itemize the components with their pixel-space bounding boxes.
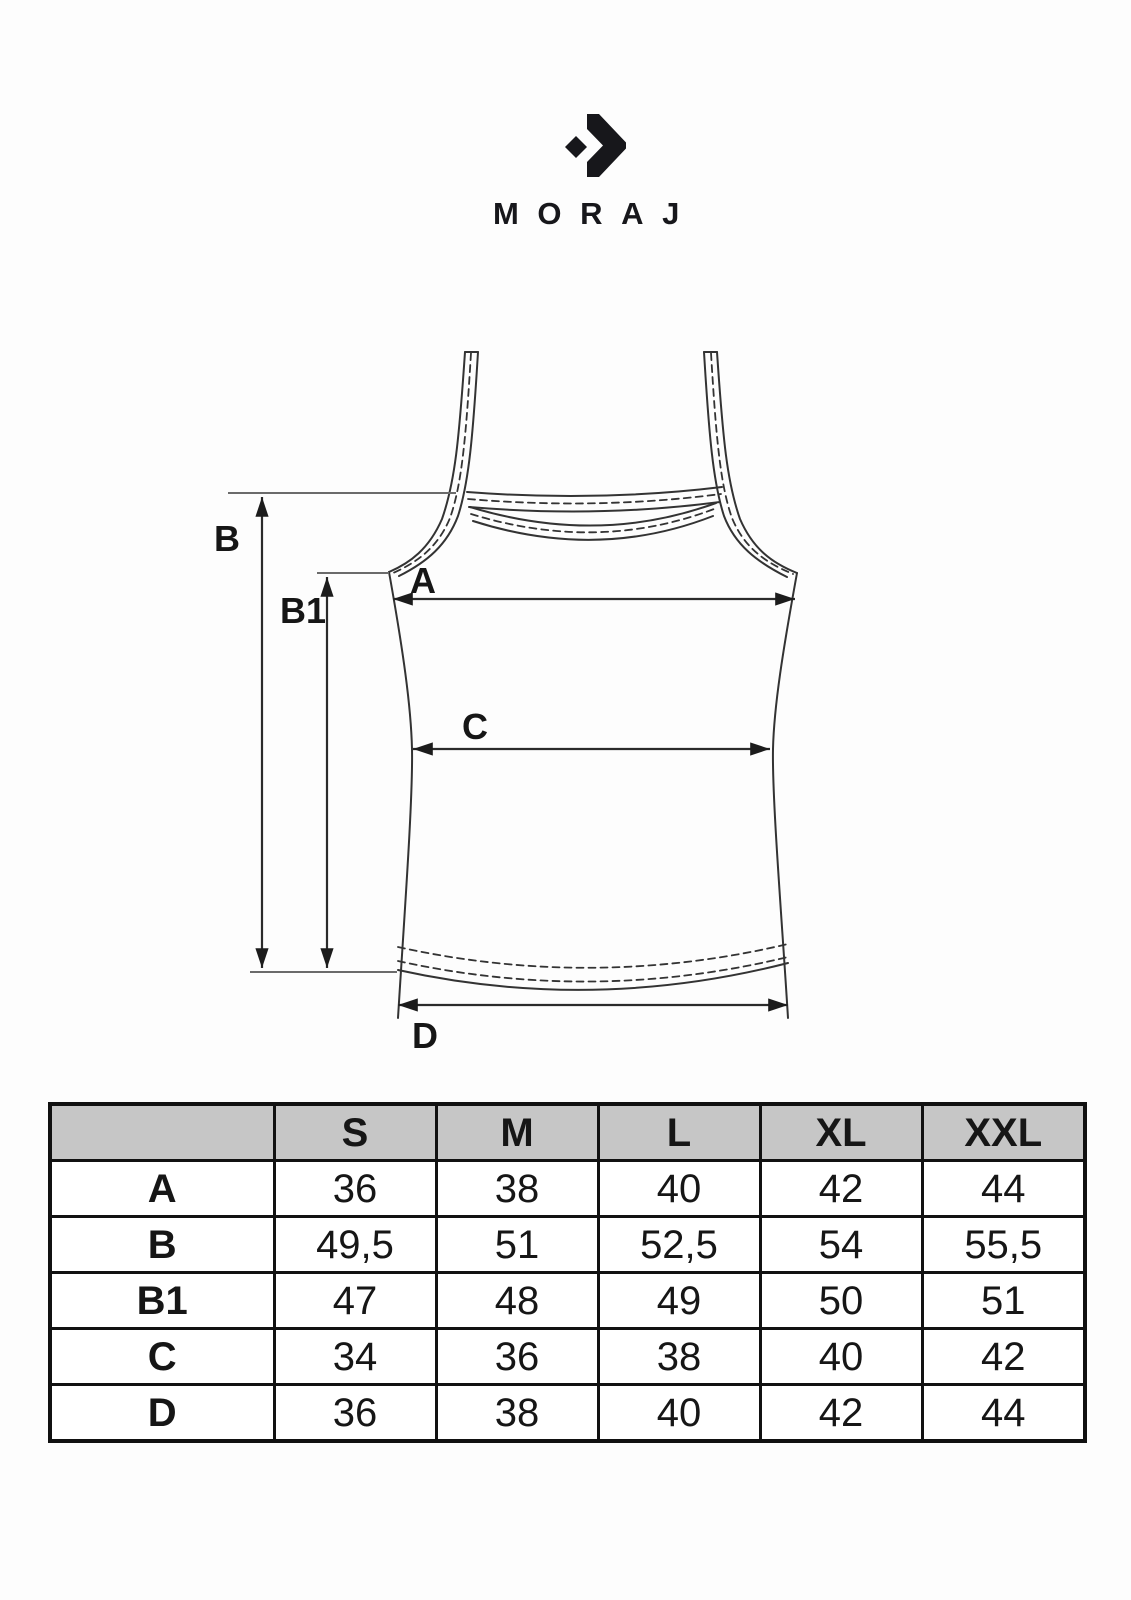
size-value-cell: 36: [274, 1385, 436, 1442]
measure-row-d: [50, 1385, 1085, 1442]
size-value-cell: 55,5: [922, 1217, 1085, 1273]
measure-row-c: [50, 1329, 1085, 1385]
size-value-cell: 54: [760, 1217, 922, 1273]
left-strap-inner-edge: [399, 352, 478, 576]
size-value-cell: 38: [436, 1385, 598, 1442]
size-value-cell: 51: [436, 1217, 598, 1273]
size-value-cell: 44: [922, 1161, 1085, 1217]
size-value-cell: 38: [436, 1161, 598, 1217]
size-value-cell: 40: [598, 1385, 760, 1442]
size-table-header-row: [50, 1104, 1085, 1161]
measure-row-label: D: [50, 1385, 274, 1442]
hem-stitch-line-lower: [398, 957, 788, 982]
size-value-cell: 50: [760, 1273, 922, 1329]
back-neckline-top-edge: [467, 487, 722, 496]
left-strap-outer-edge: [389, 352, 465, 572]
size-value-cell: 47: [274, 1273, 436, 1329]
dimension-label-d: D: [412, 1015, 438, 1056]
size-value-cell: 38: [598, 1329, 760, 1385]
measure-row-b1: [50, 1273, 1085, 1329]
measure-row-a: [50, 1161, 1085, 1217]
size-value-cell: 42: [760, 1385, 922, 1442]
front-neckline-stitch-line: [471, 509, 714, 532]
size-value-cell: 44: [922, 1385, 1085, 1442]
right-strap-outer-edge: [717, 352, 797, 573]
dimension-label-b: B: [214, 518, 240, 559]
body-right-side-seam: [773, 573, 797, 1018]
measure-row-b: [50, 1217, 1085, 1273]
measure-row-label: B: [50, 1217, 274, 1273]
size-column-header-xl: XL: [760, 1104, 922, 1161]
body-left-side-seam: [389, 572, 412, 1018]
size-value-cell: 49: [598, 1273, 760, 1329]
size-value-cell: 36: [436, 1329, 598, 1385]
size-table: [48, 1102, 1087, 1443]
size-value-cell: 52,5: [598, 1217, 760, 1273]
dimension-label-c: C: [462, 706, 488, 747]
measure-row-label: B1: [50, 1273, 274, 1329]
brand-name: MORAJ: [493, 196, 698, 231]
size-value-cell: 40: [760, 1329, 922, 1385]
size-value-cell: 48: [436, 1273, 598, 1329]
size-value-cell: 40: [598, 1161, 760, 1217]
hem-stitch-line-upper: [398, 944, 788, 968]
size-value-cell: 42: [760, 1161, 922, 1217]
logo-diamond-shape: [565, 136, 587, 158]
size-value-cell: 36: [274, 1161, 436, 1217]
left-strap-stitch-line: [393, 353, 471, 573]
measure-row-label: A: [50, 1161, 274, 1217]
right-strap-inner-edge: [704, 352, 787, 577]
size-column-header-xxl: XXL: [922, 1104, 1085, 1161]
moraj-logo-icon: [562, 112, 628, 178]
size-column-header-s: S: [274, 1104, 436, 1161]
measure-row-label: C: [50, 1329, 274, 1385]
garment-measurement-diagram: [0, 330, 1131, 1070]
dimension-label-a: A: [410, 560, 436, 601]
size-value-cell: 49,5: [274, 1217, 436, 1273]
size-value-cell: 34: [274, 1329, 436, 1385]
size-column-header-l: L: [598, 1104, 760, 1161]
tank-top-outline: [389, 352, 797, 1018]
table-corner-cell: [50, 1104, 274, 1161]
size-value-cell: 51: [922, 1273, 1085, 1329]
size-value-cell: 42: [922, 1329, 1085, 1385]
front-neckline-bottom-edge: [473, 516, 713, 540]
size-column-header-m: M: [436, 1104, 598, 1161]
logo-chevron-icon: [587, 114, 626, 177]
dimension-label-b1: B1: [280, 590, 327, 631]
